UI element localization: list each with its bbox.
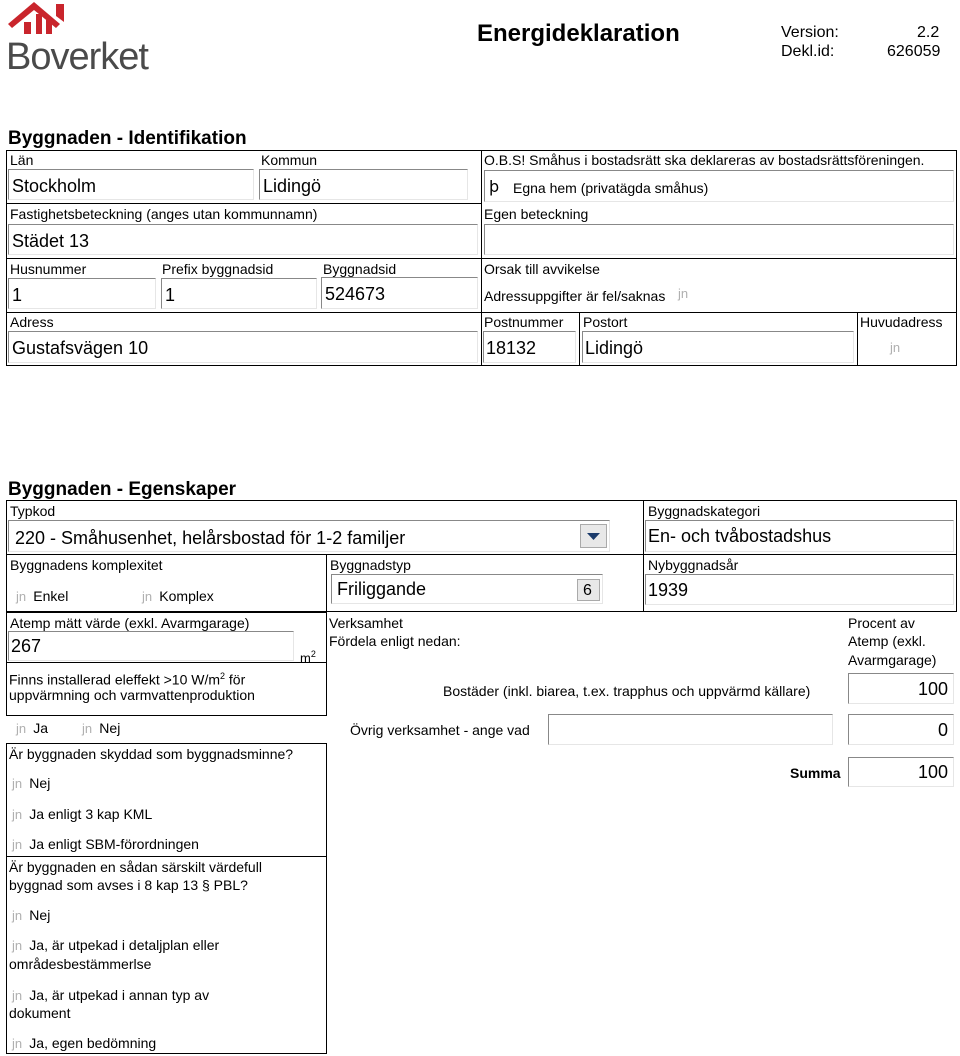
prefix-field[interactable] xyxy=(161,278,317,309)
obs-note: O.B.S! Småhus i bostadsrätt ska deklareras av bostadsrättsföreningen. xyxy=(484,152,925,168)
byggnadstyp-value: Friliggande xyxy=(337,579,427,599)
lan-label: Län xyxy=(10,152,34,168)
vardefull-dokument-line2: dokument xyxy=(9,1005,71,1021)
radio-icon[interactable]: jn xyxy=(142,589,153,604)
deklid-value: 626059 xyxy=(887,43,941,60)
minne-nej-radio[interactable]: jn Nej xyxy=(12,775,51,791)
byggnadstyp-select[interactable] xyxy=(331,574,603,604)
divider xyxy=(857,312,858,366)
divider xyxy=(6,312,957,313)
procent-label-3: Avarmgarage) xyxy=(848,652,937,668)
adress-label: Adress xyxy=(10,314,54,330)
section-heading-identifikation: Byggnaden - Identifikation xyxy=(8,128,247,149)
kommun-field[interactable] xyxy=(259,169,468,200)
postnummer-label: Postnummer xyxy=(484,314,564,330)
radio-icon[interactable]: jn xyxy=(12,988,23,1003)
vardefull-detaljplan-radio[interactable]: jn Ja, är utpekad i detaljplan eller xyxy=(12,937,220,953)
ovrig-label: Övrig verksamhet - ange vad xyxy=(350,722,530,738)
prefix-label: Prefix byggnadsid xyxy=(162,261,274,277)
divider xyxy=(6,203,481,204)
vardefull-question-line2: byggnad som avses i 8 kap 13 § PBL? xyxy=(9,877,248,893)
byggnadstyp-dropdown-button[interactable]: 6 xyxy=(577,579,600,601)
nybyggnadsar-field[interactable] xyxy=(645,574,954,605)
husnummer-field[interactable] xyxy=(8,278,156,309)
kommun-value: Lidingö xyxy=(263,176,322,196)
radio-icon[interactable]: jn xyxy=(12,908,23,923)
nybyggnadsar-value: 1939 xyxy=(648,580,689,600)
verksamhet-label: Verksamhet xyxy=(329,615,403,631)
bostader-value: 100 xyxy=(917,679,948,699)
postort-label: Postort xyxy=(583,314,628,330)
postnummer-field[interactable] xyxy=(483,331,576,363)
radio-icon[interactable]: jn xyxy=(12,807,23,822)
huvudadress-label: Huvudadress xyxy=(860,314,943,330)
page-title: Energideklaration xyxy=(477,20,680,47)
ovrig-percent-value: 0 xyxy=(937,720,948,740)
divider xyxy=(6,554,957,555)
husnummer-value: 1 xyxy=(12,285,23,305)
vardefull-dokument-radio[interactable]: jn Ja, är utpekad i annan typ av xyxy=(12,987,210,1003)
postort-value: Lidingö xyxy=(585,338,644,358)
radio-icon[interactable]: jn xyxy=(12,776,23,791)
radio-icon[interactable]: jn xyxy=(16,721,27,736)
egen-beteckning-label: Egen beteckning xyxy=(484,206,589,222)
eleffekt-label: Finns installerad eleffekt >10 $W/m^2$ för xyxy=(9,671,246,688)
typkod-value: 220 - Småhusenhet, helårsbostad för 1-2 familjer xyxy=(15,528,406,548)
fastighet-value: Städet 13 xyxy=(12,231,90,251)
kategori-label: Byggnadskategori xyxy=(648,503,761,519)
huvudadress-radio-icon[interactable]: jn xyxy=(890,340,901,355)
lan-value: Stockholm xyxy=(12,176,97,196)
byggnadsminne-question: Är byggnaden skyddad som byggnadsminne? xyxy=(9,746,294,762)
fastighet-field[interactable] xyxy=(8,224,478,255)
radio-icon[interactable]: jn xyxy=(12,938,23,953)
vardefull-nej-radio[interactable]: jn Nej xyxy=(12,907,51,923)
eleffekt-ja-radio[interactable]: jn Ja xyxy=(16,720,49,736)
version-label: Version: xyxy=(781,24,839,41)
egen-beteckning-field[interactable] xyxy=(484,224,954,255)
egna-hem-label: Egna hem (privatägda småhus) xyxy=(513,180,709,196)
divider xyxy=(6,662,327,663)
atemp-label: Atemp mätt värde (exkl. Avarmgarage) xyxy=(10,615,250,631)
summa-field xyxy=(848,757,954,787)
summa-label: Summa xyxy=(790,765,841,781)
section-heading-egenskaper: Byggnaden - Egenskaper xyxy=(8,479,237,500)
kategori-value: En- och tvåbostadshus xyxy=(648,526,832,546)
egna-hem-field[interactable] xyxy=(484,170,954,202)
byggnadstyp-label: Byggnadstyp xyxy=(330,557,411,573)
vardefull-detaljplan-line2: områdesbestämmerlse xyxy=(9,956,152,972)
byggnadsid-field[interactable] xyxy=(321,277,478,309)
adressuppgifter-radio-icon[interactable]: jn xyxy=(678,286,689,301)
logo-text: Boverket xyxy=(6,36,148,78)
eleffekt-label-line2: uppvärmning och varmvattenproduktion xyxy=(9,687,255,703)
atemp-unit: $m^2$ xyxy=(300,649,316,666)
atemp-value: 267 xyxy=(11,636,42,656)
egna-hem-checkbox-icon[interactable]: þ xyxy=(489,177,500,196)
eleffekt-nej-radio[interactable]: jn Nej xyxy=(82,720,121,736)
divider xyxy=(579,312,580,366)
bostader-label: Bostäder (inkl. biarea, t.ex. trapphus och uppvärmd källare) xyxy=(443,683,811,699)
kommun-label: Kommun xyxy=(261,152,318,168)
divider xyxy=(326,554,327,612)
kategori-field[interactable] xyxy=(645,520,954,552)
lan-field[interactable] xyxy=(8,169,254,200)
ovrig-text-field[interactable] xyxy=(548,714,833,745)
husnummer-label: Husnummer xyxy=(10,261,87,277)
radio-icon[interactable]: jn xyxy=(12,837,23,852)
summa-value: 100 xyxy=(917,762,948,782)
vardefull-egen-radio[interactable]: jn Ja, egen bedömning xyxy=(12,1035,157,1051)
radio-icon[interactable]: jn xyxy=(12,1036,23,1051)
prefix-value: 1 xyxy=(165,285,176,305)
komplexitet-label: Byggnadens komplexitet xyxy=(10,557,163,573)
version-value: 2.2 xyxy=(917,24,940,41)
vardefull-question-line1: Är byggnaden en sådan särskilt värdefull xyxy=(9,859,262,875)
procent-label-1: Procent av xyxy=(848,615,915,631)
boverket-logo xyxy=(6,0,156,78)
typkod-select[interactable] xyxy=(8,520,610,552)
divider xyxy=(643,500,644,612)
bostader-field[interactable] xyxy=(848,673,954,704)
orsak-label: Orsak till avvikelse xyxy=(484,261,600,277)
minne-sbm-radio[interactable]: jn Ja enligt SBM-förordningen xyxy=(12,836,199,852)
radio-icon[interactable]: jn xyxy=(16,589,27,604)
procent-label-2: Atemp (exkl. xyxy=(848,633,926,649)
byggnadsid-label: Byggnadsid xyxy=(323,261,397,277)
typkod-label: Typkod xyxy=(10,503,56,519)
adressuppgifter-label: Adressuppgifter är fel/saknas xyxy=(484,288,666,304)
adress-field[interactable] xyxy=(8,331,478,363)
ovrig-percent-field[interactable] xyxy=(848,714,954,745)
atemp-field[interactable] xyxy=(8,631,294,661)
komplex-radio[interactable]: jn Komplex xyxy=(142,588,214,604)
fordela-label: Fördela enligt nedan: xyxy=(329,633,461,649)
postort-field[interactable] xyxy=(582,331,854,363)
minne-kml-radio[interactable]: jn Ja enligt 3 kap KML xyxy=(12,806,153,822)
enkel-radio[interactable]: jn Enkel xyxy=(16,588,69,604)
postnummer-value: 18132 xyxy=(486,338,537,358)
deklid-label: Dekl.id: xyxy=(781,43,835,60)
radio-icon[interactable]: jn xyxy=(82,721,93,736)
byggnadsid-value: 524673 xyxy=(325,284,386,304)
adress-value: Gustafsvägen 10 xyxy=(12,338,149,358)
nybyggnadsar-label: Nybyggnadsår xyxy=(648,557,739,573)
fastighet-label: Fastighetsbeteckning (anges utan kommunnamn) xyxy=(10,206,318,222)
chevron-down-icon[interactable] xyxy=(580,524,607,548)
divider xyxy=(6,258,957,259)
